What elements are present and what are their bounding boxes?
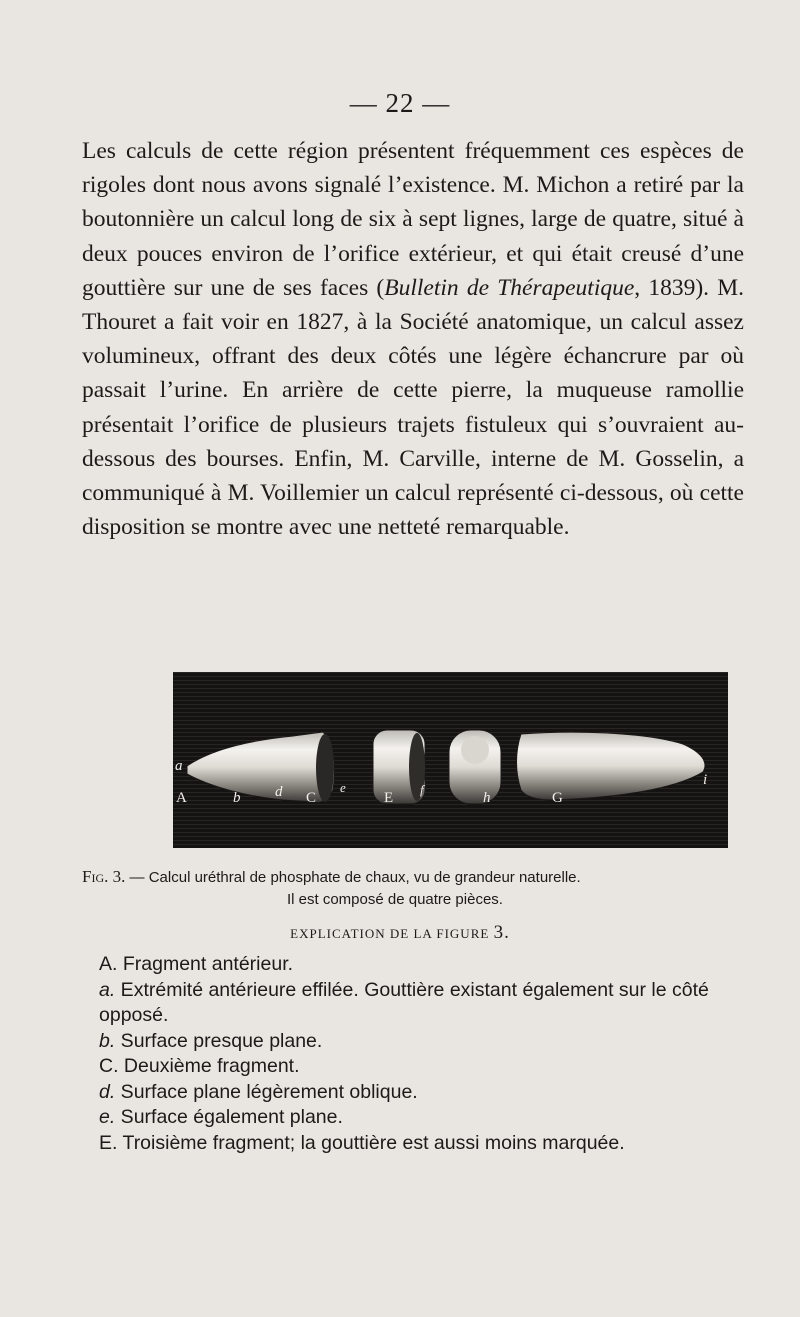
label-b: b	[233, 790, 241, 806]
legend-item	[82, 1054, 744, 1080]
explication-heading	[0, 922, 800, 944]
engraving-svg	[173, 672, 728, 848]
paragraph-citation: Bulletin de Thérapeutique	[384, 274, 635, 301]
legend-item	[82, 978, 744, 1029]
label-G: G	[552, 790, 563, 806]
legend-item	[82, 1105, 744, 1131]
legend-text: Troisième fragment; la gouttière est aussi moins marquée.	[117, 1131, 625, 1154]
label-A: A	[176, 790, 187, 806]
caption-text-1: — Calcul uréthral de phosphate de chaux, vu de grandeur naturelle.	[129, 869, 581, 886]
legend-text: Surface plane légèrement oblique.	[115, 1080, 418, 1103]
legend-key: b.	[99, 1029, 116, 1052]
explication-title: EXPLICATION DE LA FIGURE	[290, 926, 490, 941]
legend-key: A.	[99, 953, 118, 975]
legend-text: Surface presque plane.	[115, 1029, 323, 1052]
legend-item	[82, 1131, 744, 1157]
legend-text: Deuxième fragment.	[118, 1055, 300, 1077]
explication-number: 3.	[493, 922, 510, 943]
figure-calculus-engraving	[173, 672, 728, 848]
legend-key: d.	[99, 1080, 116, 1103]
legend-text: Extrémité antérieure effilée. Gouttière existant également sur le côté opposé.	[99, 978, 709, 1026]
paragraph-text-2: , 1839). M. Thouret a fait voir en 1827, à la Société anatomique, un calcul assez volumineux, offrant des deux côtés une légère échancrure par où passait l’urine. En arrière de cette pierre, la muqueuse ramollie présentait l’orifice de plusieurs trajets fistuleux qui s’ouvraient au-dessous des bourses. Enfin, M. Carville, interne de M. Gosselin, a communiqué à M. Voillemier un calcul représenté ci-dessous, où cette disposition se montre avec une netteté remarquable.	[82, 274, 744, 541]
figure-caption	[82, 866, 744, 911]
label-f: f	[420, 782, 424, 797]
label-E: E	[384, 790, 394, 806]
caption-fig-label: Fig. 3.	[82, 867, 126, 886]
legend-item	[82, 952, 744, 978]
paragraph-text-1: Les calculs de cette région présentent fréquemment ces espèces de rigoles dont nous avons signalé l’existence. M. Michon a retiré par la boutonnière un calcul long de six à sept lignes, large de quatre, situé à deux pouces environ de l’orifice extérieur, et qui était creusé d’une gouttière sur une de ses faces (	[82, 138, 744, 301]
label-C: C	[306, 790, 317, 806]
label-e: e	[340, 780, 346, 795]
legend-key: a.	[99, 978, 116, 1001]
fragment-a-face	[316, 734, 334, 802]
label-h: h	[483, 790, 491, 806]
label-a: a	[175, 758, 183, 774]
label-d: d	[275, 784, 283, 800]
legend-text: Fragment antérieur.	[117, 953, 294, 975]
caption-text-2: Il est composé de quatre pièces.	[287, 891, 503, 908]
legend-item	[82, 1029, 744, 1055]
fragment-e-top	[461, 736, 489, 764]
figure-legend	[82, 952, 744, 1156]
legend-key: E.	[99, 1131, 118, 1154]
page-number: — 22 —	[349, 88, 451, 118]
body-paragraph	[82, 134, 744, 544]
legend-text: Surface également plane.	[115, 1106, 343, 1128]
legend-key: C.	[99, 1055, 119, 1077]
legend-item	[82, 1080, 744, 1106]
legend-key: e.	[99, 1106, 116, 1128]
label-i: i	[703, 772, 708, 788]
